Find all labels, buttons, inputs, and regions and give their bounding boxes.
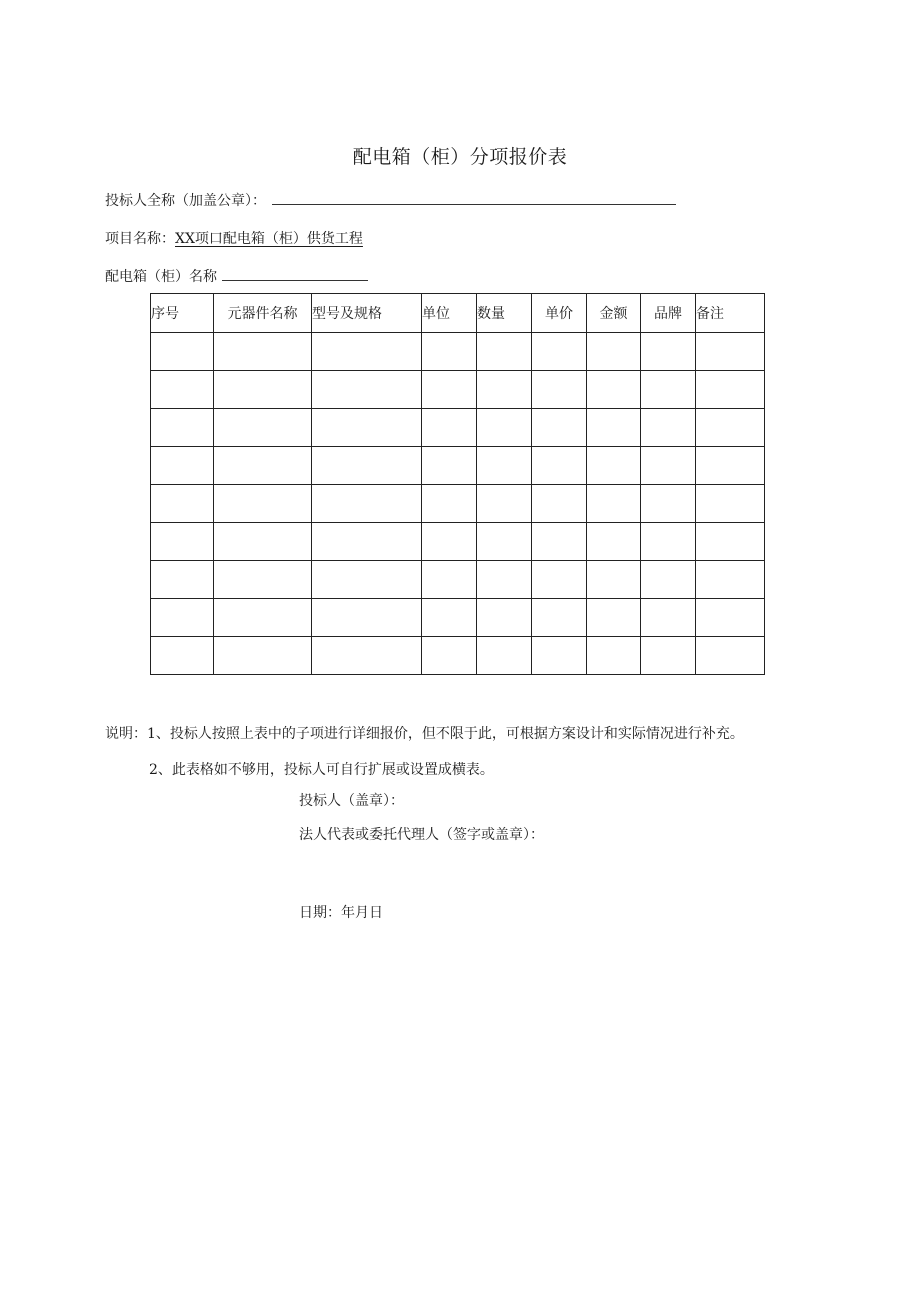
table-row xyxy=(151,371,765,409)
table-body xyxy=(151,333,765,675)
table-cell[interactable] xyxy=(312,561,422,599)
table-cell[interactable] xyxy=(214,447,312,485)
table-cell[interactable] xyxy=(422,523,477,561)
table-cell[interactable] xyxy=(696,447,765,485)
table-cell[interactable] xyxy=(532,523,587,561)
table-row xyxy=(151,523,765,561)
table-cell[interactable] xyxy=(214,485,312,523)
table-cell[interactable] xyxy=(696,599,765,637)
note-line-1: 说明：1、投标人按照上表中的子项进行详细报价，但不限于此，可根据方案设计和实际情况进行补充。 xyxy=(105,726,744,742)
table-cell[interactable] xyxy=(587,447,641,485)
table-cell[interactable] xyxy=(477,333,532,371)
table-cell[interactable] xyxy=(422,371,477,409)
table-cell[interactable] xyxy=(214,409,312,447)
table-cell[interactable] xyxy=(477,485,532,523)
quote-table xyxy=(150,293,765,675)
table-cell[interactable] xyxy=(151,409,214,447)
table-cell[interactable] xyxy=(587,333,641,371)
table-cell[interactable] xyxy=(587,523,641,561)
table-cell[interactable] xyxy=(532,371,587,409)
table-cell[interactable] xyxy=(696,561,765,599)
table-cell[interactable] xyxy=(422,447,477,485)
table-cell[interactable] xyxy=(312,637,422,675)
table-cell[interactable] xyxy=(587,371,641,409)
bidder-name-blank xyxy=(272,190,676,205)
table-row xyxy=(151,561,765,599)
table-cell[interactable] xyxy=(151,523,214,561)
table-cell[interactable] xyxy=(214,371,312,409)
table-cell[interactable] xyxy=(477,523,532,561)
table-cell[interactable] xyxy=(312,333,422,371)
table-cell[interactable] xyxy=(587,485,641,523)
project-name-row xyxy=(105,228,363,248)
table-cell[interactable] xyxy=(214,333,312,371)
header-seq: 序号 xyxy=(151,294,214,333)
table-row xyxy=(151,599,765,637)
table-cell[interactable] xyxy=(641,371,696,409)
header-model-spec: 型号及规格 xyxy=(312,294,422,333)
table-cell[interactable] xyxy=(151,561,214,599)
table-cell[interactable] xyxy=(532,599,587,637)
box-name-blank xyxy=(222,266,368,281)
table-row xyxy=(151,447,765,485)
table-cell[interactable] xyxy=(477,561,532,599)
project-name-value: XX项口配电箱（柜）供货工程 xyxy=(175,231,363,247)
table-cell[interactable] xyxy=(532,561,587,599)
table-cell[interactable] xyxy=(422,561,477,599)
table-cell[interactable] xyxy=(696,333,765,371)
signature-date: 日期：年月日 xyxy=(299,905,383,921)
bidder-name-row xyxy=(105,190,676,210)
box-name-label: 配电箱（柜）名称 xyxy=(105,269,217,285)
header-amount: 金额 xyxy=(587,294,641,333)
table-row xyxy=(151,333,765,371)
table-cell[interactable] xyxy=(532,333,587,371)
project-name-label: 项目名称： xyxy=(105,231,175,247)
table-cell[interactable] xyxy=(587,637,641,675)
table-cell[interactable] xyxy=(151,485,214,523)
table-cell[interactable] xyxy=(641,523,696,561)
table-cell[interactable] xyxy=(214,599,312,637)
table-cell[interactable] xyxy=(312,447,422,485)
header-brand: 品牌 xyxy=(641,294,696,333)
table-cell[interactable] xyxy=(532,637,587,675)
table-cell[interactable] xyxy=(696,409,765,447)
table-cell[interactable] xyxy=(641,637,696,675)
table-cell[interactable] xyxy=(477,371,532,409)
table-cell[interactable] xyxy=(214,561,312,599)
table-row xyxy=(151,637,765,675)
table-cell[interactable] xyxy=(151,447,214,485)
table-cell[interactable] xyxy=(477,637,532,675)
table-cell[interactable] xyxy=(587,561,641,599)
table-row xyxy=(151,409,765,447)
table-cell[interactable] xyxy=(641,599,696,637)
table-cell[interactable] xyxy=(422,333,477,371)
table-cell[interactable] xyxy=(151,637,214,675)
table-cell[interactable] xyxy=(587,409,641,447)
table-cell[interactable] xyxy=(312,523,422,561)
table-cell[interactable] xyxy=(696,371,765,409)
table-cell[interactable] xyxy=(532,409,587,447)
table-cell[interactable] xyxy=(422,485,477,523)
table-cell[interactable] xyxy=(641,561,696,599)
table-cell[interactable] xyxy=(641,447,696,485)
table-cell[interactable] xyxy=(696,485,765,523)
header-unit-price: 单价 xyxy=(532,294,587,333)
table-cell[interactable] xyxy=(696,523,765,561)
table-cell[interactable] xyxy=(696,637,765,675)
bidder-name-label: 投标人全称（加盖公章）： xyxy=(105,193,266,209)
table-cell[interactable] xyxy=(641,409,696,447)
table-cell[interactable] xyxy=(214,637,312,675)
table-cell[interactable] xyxy=(214,523,312,561)
table-header-row xyxy=(151,294,765,333)
note-line-2: 2、此表格如不够用，投标人可自行扩展或设置成横表。 xyxy=(149,762,494,778)
table-cell[interactable] xyxy=(422,599,477,637)
table-cell[interactable] xyxy=(587,599,641,637)
table-cell[interactable] xyxy=(312,485,422,523)
table-cell[interactable] xyxy=(312,599,422,637)
table-cell[interactable] xyxy=(532,447,587,485)
table-cell[interactable] xyxy=(151,333,214,371)
header-component-name: 元器件名称 xyxy=(214,294,312,333)
table-cell[interactable] xyxy=(641,333,696,371)
header-remarks: 备注 xyxy=(696,294,765,333)
table-cell[interactable] xyxy=(532,485,587,523)
table-cell[interactable] xyxy=(477,447,532,485)
table-cell[interactable] xyxy=(477,599,532,637)
table-cell[interactable] xyxy=(151,599,214,637)
box-name-row xyxy=(105,266,368,286)
header-unit: 单位 xyxy=(422,294,477,333)
table-cell[interactable] xyxy=(477,409,532,447)
table-cell[interactable] xyxy=(422,409,477,447)
signature-bidder: 投标人（盖章）： xyxy=(299,793,404,809)
signature-legal-rep: 法人代表或委托代理人（签字或盖章）： xyxy=(299,827,544,843)
table-cell[interactable] xyxy=(312,409,422,447)
table-cell[interactable] xyxy=(151,371,214,409)
header-quantity: 数量 xyxy=(477,294,532,333)
page-title: 配电箱（柜）分项报价表 xyxy=(352,146,568,168)
table-cell[interactable] xyxy=(641,485,696,523)
table-row xyxy=(151,485,765,523)
table-cell[interactable] xyxy=(422,637,477,675)
table-cell[interactable] xyxy=(312,371,422,409)
